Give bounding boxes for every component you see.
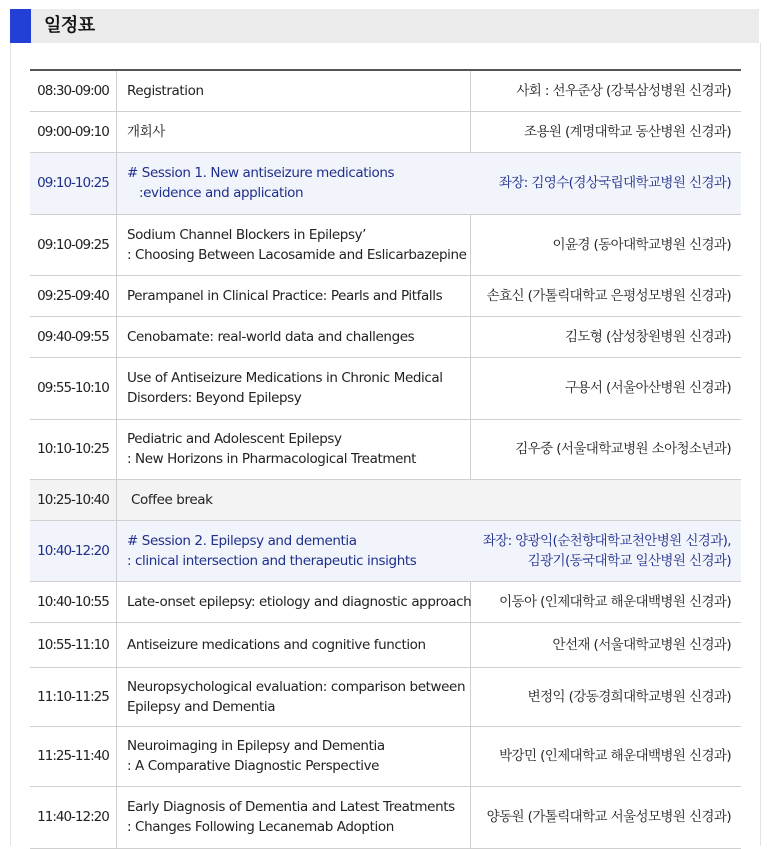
topic-cell: Use of Antiseizure Medications in Chronic Medical Disorders: Beyond Epilepsy — [117, 357, 471, 419]
table-row — [30, 111, 741, 152]
topic-cell: Perampanel in Clinical Practice: Pearls and Pitfalls — [117, 275, 471, 316]
table-row — [30, 214, 741, 275]
topic-cell: 개회사 — [117, 111, 471, 152]
topic-cell: Early Diagnosis of Dementia and Latest Treatments : Changes Following Lecanemab Adoption — [117, 786, 471, 848]
topic-cell: Late-onset epilepsy: etiology and diagnostic approach — [117, 581, 471, 622]
speaker-cell: 김우중 (서울대학교병원 소아청소년과) — [471, 419, 742, 479]
speaker-cell: 이윤경 (동아대학교병원 신경과) — [471, 214, 742, 275]
break-label: Coffee break — [117, 479, 742, 520]
time-cell: 10:40-12:20 — [30, 520, 117, 581]
session-title-cell: # Session 1. New antiseizure medications :evidence and application — [117, 152, 471, 214]
schedule-table — [30, 69, 741, 849]
topic-cell: Cenobamate: real-world data and challenges — [117, 316, 471, 357]
session-title-cell: # Session 2. Epilepsy and dementia : clinical intersection and therapeutic insights — [117, 520, 471, 581]
time-cell: 11:10-11:25 — [30, 667, 117, 726]
table-row — [30, 275, 741, 316]
speaker-cell: 조용원 (계명대학교 동산병원 신경과) — [471, 111, 742, 152]
speaker-cell: 안선재 (서울대학교병원 신경과) — [471, 622, 742, 667]
time-cell: 11:25-11:40 — [30, 726, 117, 786]
time-cell: 08:30-09:00 — [30, 70, 117, 111]
time-cell: 10:25-10:40 — [30, 479, 117, 520]
topic-cell: Antiseizure medications and cognitive function — [117, 622, 471, 667]
section-header — [10, 9, 759, 43]
speaker-cell: 이동아 (인제대학교 해운대백병원 신경과) — [471, 581, 742, 622]
chair-cell: 좌장: 양광익(순천향대학교천안병원 신경과), 김광기(동국대학교 일산병원 신경과) — [471, 520, 742, 581]
time-cell: 09:10-09:25 — [30, 214, 117, 275]
table-row — [30, 316, 741, 357]
time-cell: 09:00-09:10 — [30, 111, 117, 152]
topic-cell: Neuroimaging in Epilepsy and Dementia : A Comparative Diagnostic Perspective — [117, 726, 471, 786]
speaker-cell: 사회 : 선우준상 (강북삼성병원 신경과) — [471, 70, 742, 111]
speaker-cell: 변정익 (강동경희대학교병원 신경과) — [471, 667, 742, 726]
time-cell: 09:55-10:10 — [30, 357, 117, 419]
topic-cell: Neuropsychological evaluation: comparison between Epilepsy and Dementia — [117, 667, 471, 726]
time-cell: 10:10-10:25 — [30, 419, 117, 479]
topic-cell: Pediatric and Adolescent Epilepsy : New Horizons in Pharmacological Treatment — [117, 419, 471, 479]
session-row — [30, 152, 741, 214]
chair-cell: 좌장: 김영수(경상국립대학교병원 신경과) — [471, 152, 742, 214]
page-title: 일정표 — [44, 15, 95, 36]
table-row — [30, 419, 741, 479]
speaker-cell: 양동원 (가톨릭대학교 서울성모병원 신경과) — [471, 786, 742, 848]
speaker-cell: 손효신 (가톨릭대학교 은평성모병원 신경과) — [471, 275, 742, 316]
break-row — [30, 479, 741, 520]
time-cell: 09:10-10:25 — [30, 152, 117, 214]
table-row — [30, 726, 741, 786]
table-row — [30, 667, 741, 726]
time-cell: 09:25-09:40 — [30, 275, 117, 316]
table-row — [30, 622, 741, 667]
time-cell: 10:55-11:10 — [30, 622, 117, 667]
table-row — [30, 357, 741, 419]
speaker-cell: 구용서 (서울아산병원 신경과) — [471, 357, 742, 419]
speaker-cell: 김도형 (삼성창원병원 신경과) — [471, 316, 742, 357]
session-row — [30, 520, 741, 581]
time-cell: 10:40-10:55 — [30, 581, 117, 622]
time-cell: 11:40-12:20 — [30, 786, 117, 848]
topic-cell: Sodium Channel Blockers in Epilepsy’ : Choosing Between Lacosamide and Eslicarbazepine — [117, 214, 471, 275]
time-cell: 09:40-09:55 — [30, 316, 117, 357]
topic-cell: Registration — [117, 70, 471, 111]
table-row — [30, 581, 741, 622]
table-row — [30, 786, 741, 848]
speaker-cell: 박강민 (인제대학교 해운대백병원 신경과) — [471, 726, 742, 786]
header-accent-bar — [10, 9, 31, 43]
table-row — [30, 70, 741, 111]
